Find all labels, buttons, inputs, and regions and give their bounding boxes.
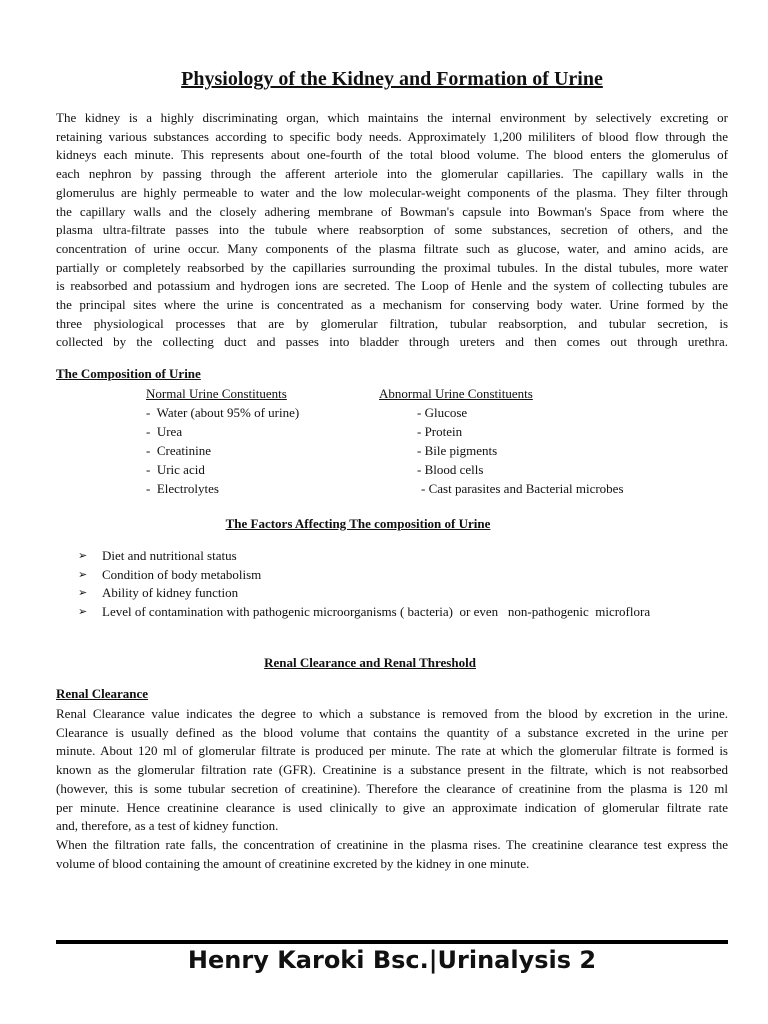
factor-text: Ability of kidney function (102, 585, 239, 601)
normal-constituents-column (146, 384, 299, 498)
renal-clearance-subheading: Renal Clearance (56, 686, 149, 701)
intro-line: the capillary walls and the closely adhering membrane of Bowman's capsule into Bowman's Space from where the (56, 203, 728, 219)
normal-constituent-item: - Electrolytes (146, 481, 219, 496)
intro-line: plasma ultra-filtrate passes into the tubule where reabsorption of some substances, secretion of others, and the (56, 222, 728, 238)
intro-line: each nephron by passing through the afferent arteriole into the glomerular capillaries. The capillary walls in the (56, 166, 728, 182)
normal-constituent-item: - Urea (146, 424, 183, 439)
renal-clearance-paragraph (56, 705, 728, 873)
renal-line: known as the glomerular filtration rate (GFR). Creatinine is a substance present in the filtrate, which is not reabsorbed (56, 762, 728, 778)
list-item (78, 547, 650, 566)
arrow-bullet-icon: ➢ (78, 586, 88, 600)
renal-line: Renal Clearance value indicates the degree to which a substance is removed from the blood by excretion in the urine. (56, 706, 728, 721)
renal-line: (however, this is some tubular secretion of creatinine). Therefore the clearance of creatinine from the plasma is 120 ml (56, 780, 728, 796)
abnormal-constituent-item: - Glucose (417, 405, 468, 420)
intro-line: three physiological processes that are by glomerular filtration, tubular reabsorption, and tubular secretion, is (56, 315, 728, 331)
factors-heading: The Factors Affecting The composition of Urine (225, 516, 491, 531)
abnormal-constituent-item: - Bile pigments (417, 443, 498, 458)
page-title: Physiology of the Kidney and Formation of Urine (181, 68, 603, 90)
renal-line: and, therefore, as a test of kidney function. (56, 818, 279, 834)
abnormal-constituent-item: - Blood cells (417, 462, 484, 477)
list-item (78, 603, 650, 622)
intro-line: retaining various substances according to specific body needs. Approximately 1,200 mililiters of blood flow through the (56, 128, 728, 144)
renal-line: Clearance is usually defined as the blood volume that contains the quantity of a substance excreted in the urine per (56, 724, 728, 740)
abnormal-constituents-heading: Abnormal Urine Constituents (379, 386, 533, 401)
list-item (78, 584, 650, 603)
abnormal-constituent-item: - Protein (417, 424, 463, 439)
intro-line: collected by the collecting duct and passes into bladder through ureters and then comes out through urethra. (56, 334, 728, 350)
intro-line: glomerulus are highly permeable to water and the low molecular-weight components of the plasma. They filter through (56, 184, 728, 200)
arrow-bullet-icon: ➢ (78, 549, 88, 562)
renal-section-heading: Renal Clearance and Renal Threshold (264, 655, 476, 670)
factors-list (78, 547, 650, 621)
intro-line: is reabsorbed and potassium and hydrogen ions are secreted. The Loop of Henle and the system of collecting tubules are (56, 278, 728, 294)
renal-line: volume of blood containing the amount of creatinine excreted by the kidney in one minute. (56, 855, 530, 871)
intro-line: the principal sites where the urine is concentrated as a mechanism for conserving body water. Urine formed by the (56, 297, 728, 313)
page-footer: Henry Karoki Bsc.|Urinalysis 2 (187, 946, 597, 974)
footer-divider (56, 940, 728, 944)
renal-line: When the filtration rate falls, the concentration of creatinine in the plasma rises. The creatinine clearance test express the (56, 836, 728, 852)
abnormal-constituent-item: - Cast parasites and Bacterial microbes (421, 481, 624, 496)
normal-constituent-item: - Uric acid (146, 462, 205, 477)
intro-line: kidneys each minute. This represents about one-fourth of the total blood volume. The blood enters the glomerulus of (56, 147, 728, 163)
arrow-bullet-icon: ➢ (78, 604, 88, 618)
renal-line: minute. About 120 ml of glomerular filtrate is produced per minute. The rate at which the glomerular filtrate is formed is (56, 743, 728, 759)
renal-line: per minute. Hence creatinine clearance is used clinically to give an approximate indication of glomerular filtrate rate (56, 799, 728, 815)
factor-text: Level of contamination with pathogenic microorganisms ( bacteria) or even non-pathogenic microflora (102, 603, 651, 619)
normal-constituents-heading: Normal Urine Constituents (146, 386, 287, 401)
abnormal-constituents-column (379, 384, 624, 498)
intro-line: partially or completely reabsorbed by the capillaries surrounding the proximal tubules. In the distal tubules, more water (56, 259, 728, 275)
intro-paragraph (56, 109, 728, 352)
composition-heading: The Composition of Urine (56, 366, 201, 381)
intro-line: concentration of urine occur. Many components of the plasma filtrate such as glucose, water, and amino acids, are (56, 240, 728, 256)
normal-constituent-item: - Creatinine (146, 443, 211, 458)
normal-constituent-item: - Water (about 95% of urine) (146, 405, 300, 420)
factor-text: Condition of body metabolism (102, 566, 262, 582)
arrow-bullet-icon: ➢ (78, 567, 88, 581)
list-item (78, 566, 650, 585)
intro-line: The kidney is a highly discriminating organ, which maintains the internal environment by selectively excreting or (56, 110, 728, 125)
factor-text: Diet and nutritional status (102, 548, 237, 563)
